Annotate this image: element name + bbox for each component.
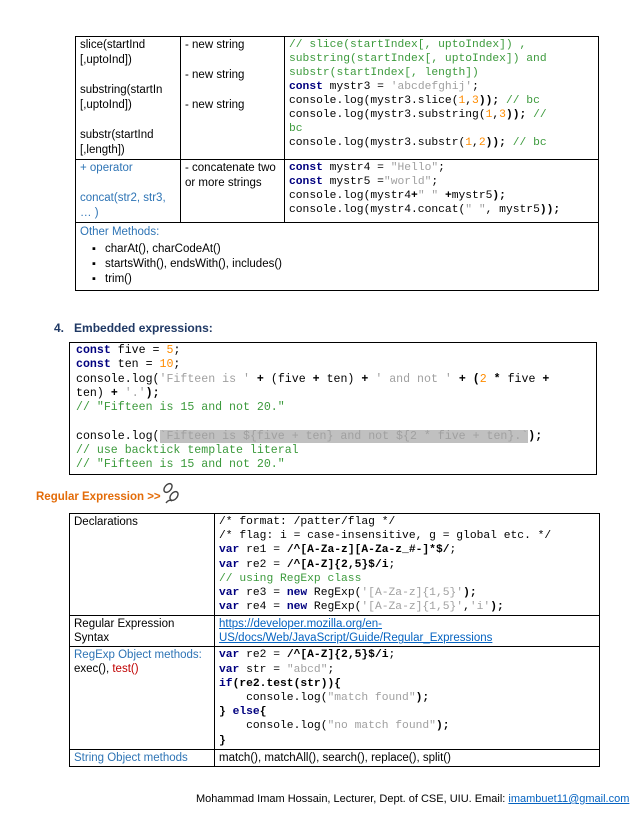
table-row [70,616,600,647]
syntax-label: Regular Expression Syntax [70,616,215,647]
code-block: const mystr4 = "Hello"; const mystr5 ="world"; console.log(mystr4+" " +mystr5); console.log(mystr4.concat(" ", mystr5)); [289,162,561,216]
author-email-link[interactable]: imambuet11@gmail.com [508,793,630,805]
code-block: // slice(startIndex[, uptoIndex]) , substring(startIndex[, uptoIndex]) and substr(startIndex[, length]) const mystr3 = 'abcdefghij'; console.log(mystr3.slice(1,3)); // bc console.log(mystr3.substring(1,3)); // bc console.log(mystr3.substr(1,2)); // bc [289,39,547,149]
declarations-label: Declarations [70,514,215,616]
regular-expression-heading: Regular Expression >> [36,491,161,503]
syntax-link-cell [215,616,600,647]
methods-cell: + operator concat(str2, str3, … ) [76,160,181,223]
description-cell: - concatenate two or more strings [181,160,285,223]
code-block: var re2 = /^[A-Z]{2,5}$/i; var str = "abcd"; if(re2.test(str)){ console.log("match found"); } else{ console.log("no match found"); } [219,649,450,747]
code-cell [285,160,599,223]
list-item: ▪ charAt(), charCodeAt() [92,242,594,257]
string-methods-table [75,36,599,291]
list-item: ▪ trim() [92,272,594,287]
regex-table [69,513,600,767]
regexp-methods-label: RegExp Object methods: exec(), test() [70,647,215,749]
other-methods-cell: Other Methods: ▪ charAt(), charCodeAt() ▪ startsWith(), endsWith(), includes() ▪ trim() [76,223,599,291]
string-methods-value: match(), matchAll(), search(), replace(), split() [215,749,600,766]
embedded-expressions-code-box [69,342,597,475]
table-row [76,37,599,160]
chain-link-icon[interactable] [160,481,182,505]
table-row [76,223,599,291]
table-row [70,514,600,616]
section-heading: 4. Embedded expressions: [54,321,213,335]
page-footer: Mohammad Imam Hossain, Lecturer, Dept. of CSE, UIU. Email: imambuet11@gmail.com [196,793,630,805]
code-block: const five = 5; const ten = 10; console.log('Fifteen is ' + (five + ten) + ' and not ' + (2 * five + ten) + '.'); // "Fifteen is 15 and not 20." console.log(`Fifteen is ${five + ten} and not ${2 * five + ten}.`); // use backtick template literal // "Fifteen is 15 and not 20." [76,344,550,472]
table-row [76,160,599,223]
methods-cell: slice(startInd [,uptoInd]) substring(startIn [,uptoInd]) substr(startInd [,length]) [76,37,181,160]
code-cell [215,514,600,616]
mdn-regex-link[interactable]: https://developer.mozilla.org/en- US/docs/Web/JavaScript/Guide/Regular_Expressions [219,618,493,645]
code-block: /* format: /patter/flag */ /* flag: i = case-insensitive, g = global etc. */ var re1 = /^[A-Za-z][A-Za-z_#-]*$/; var re2 = /^[A-Z]{2,5}$/i; // using RegExp class var re3 = new RegExp('[A-Za-z]{1,5}'); var re4 = new RegExp('[A-Za-z]{1,5}','i'); [219,516,552,614]
table-row [70,749,600,766]
list-item: ▪ startsWith(), endsWith(), includes() [92,257,594,272]
other-methods-list [92,242,594,287]
description-cell: - new string - new string - new string [181,37,285,160]
table-row [70,647,600,749]
code-cell [285,37,599,160]
string-methods-label: String Object methods [70,749,215,766]
code-cell [215,647,600,749]
